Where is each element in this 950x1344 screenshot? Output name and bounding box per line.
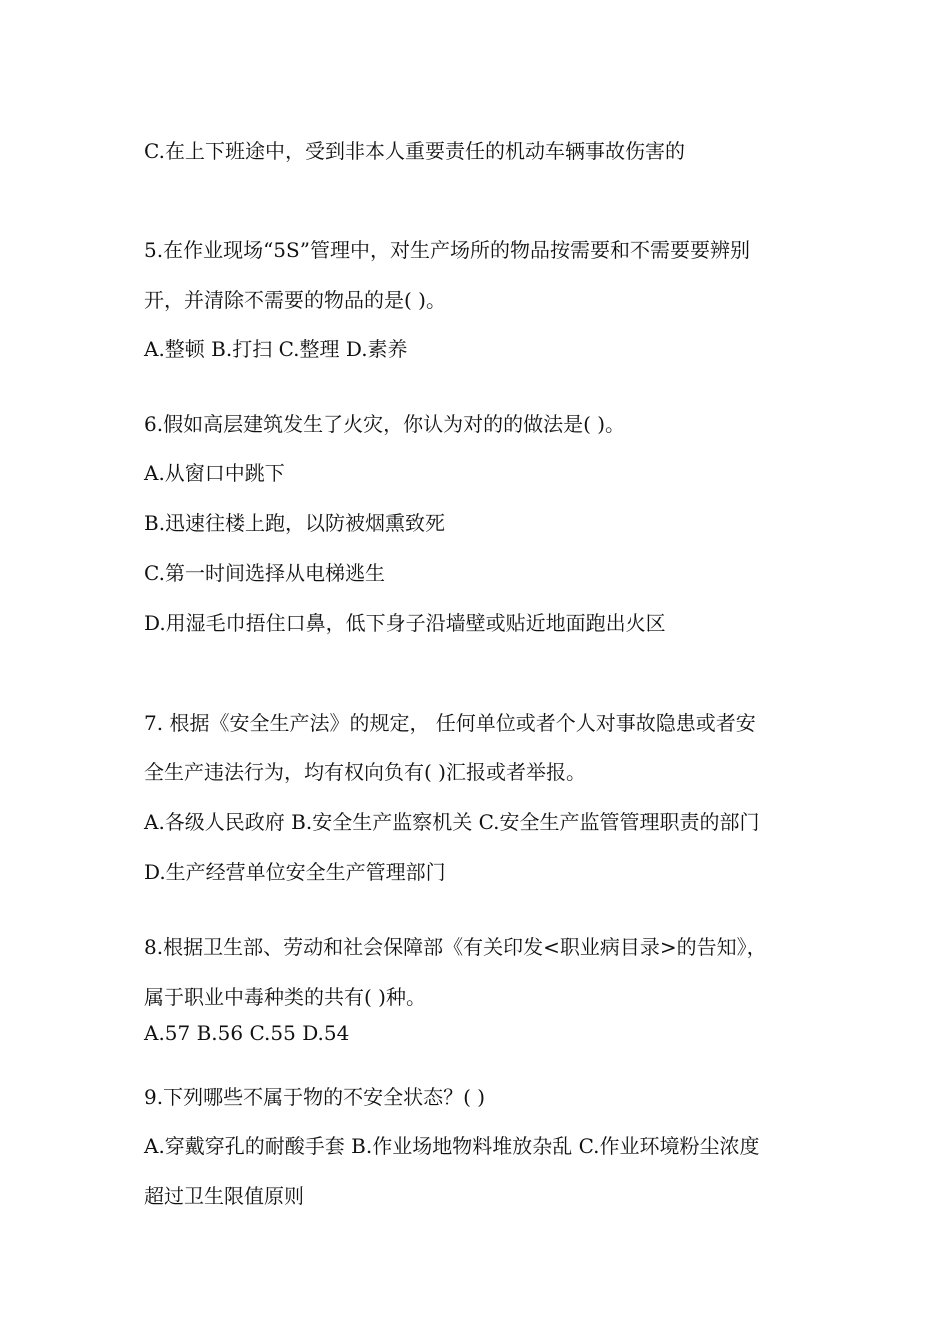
question-5-options: A.整顿 B.打扫 C.整理 D.素养 — [144, 337, 408, 361]
question-8-line-1: 8.根据卫生部、劳动和社会保障部《有关印发<职业病目录>的告知》， — [144, 935, 767, 959]
question-7-options-1: A.各级人民政府 B.安全生产监察机关 C.安全生产监管管理职责的部门 — [144, 810, 760, 834]
question-8-options: A.57 B.56 C.55 D.54 — [144, 1021, 350, 1045]
option-6d: D.用湿毛巾捂住口鼻，低下身子沿墙壁或贴近地面跑出火区 — [144, 611, 666, 635]
option-4c: C.在上下班途中，受到非本人重要责任的机动车辆事故伤害的 — [144, 139, 685, 163]
question-5-line-1: 5.在作业现场“5S”管理中，对生产场所的物品按需要和不需要要辨别 — [144, 238, 750, 262]
question-6: 6.假如高层建筑发生了火灾，你认为对的的做法是( )。 — [144, 412, 626, 436]
question-9: 9.下列哪些不属于物的不安全状态？( ) — [144, 1085, 486, 1109]
question-5-line-2: 开，并清除不需要的物品的是( )。 — [144, 288, 446, 312]
question-9-options-1: A.穿戴穿孔的耐酸手套 B.作业场地物料堆放杂乱 C.作业环境粉尘浓度 — [144, 1134, 760, 1158]
option-6b: B.迅速往楼上跑，以防被烟熏致死 — [144, 511, 446, 535]
question-7-line-2: 全生产违法行为，均有权向负有( )汇报或者举报。 — [144, 760, 586, 784]
question-9-options-2: 超过卫生限值原则 — [144, 1184, 304, 1208]
question-7-line-1: 7. 根据《安全生产法》的规定， 任何单位或者个人对事故隐患或者安 — [144, 711, 756, 735]
option-6a: A.从窗口中跳下 — [144, 461, 285, 485]
question-7-options-2: D.生产经营单位安全生产管理部门 — [144, 860, 446, 884]
question-8-line-2: 属于职业中毒种类的共有( )种。 — [144, 985, 426, 1009]
option-6c: C.第一时间选择从电梯逃生 — [144, 561, 385, 585]
